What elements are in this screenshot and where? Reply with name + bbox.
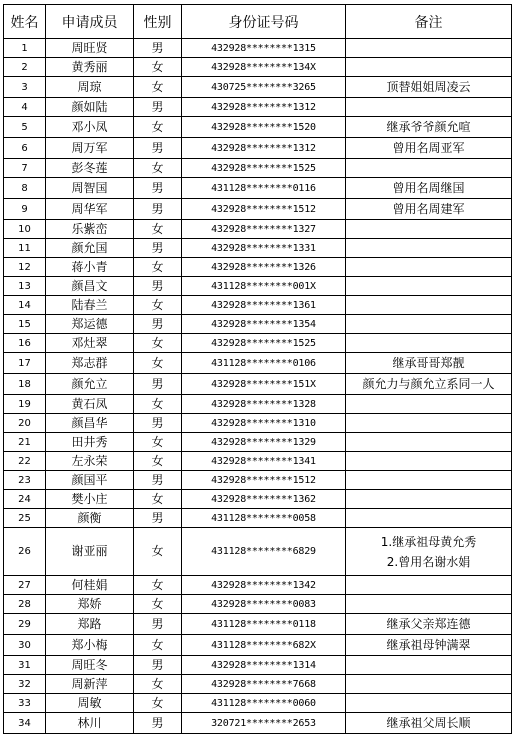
cell-no: 29 (4, 614, 46, 635)
cell-member-name: 周新萍 (46, 675, 134, 694)
cell-member-name: 乐紫峦 (46, 220, 134, 239)
table-row (4, 471, 512, 490)
cell-no: 33 (4, 694, 46, 713)
cell-id-number: 432928********1314 (182, 656, 346, 675)
cell-no: 21 (4, 433, 46, 452)
cell-member-name: 周旺贤 (46, 39, 134, 58)
cell-gender: 男 (134, 138, 182, 159)
cell-member-name: 蒋小青 (46, 258, 134, 277)
cell-note (346, 258, 512, 277)
cell-no: 30 (4, 635, 46, 656)
cell-note (346, 277, 512, 296)
cell-id-number: 432928********1354 (182, 315, 346, 334)
cell-note (346, 178, 512, 199)
cell-gender: 男 (134, 614, 182, 635)
cell-note (346, 353, 512, 374)
cell-member-name: 邓灶翠 (46, 334, 134, 353)
cell-gender: 女 (134, 58, 182, 77)
table-row (4, 509, 512, 528)
table-row (4, 452, 512, 471)
cell-no: 26 (4, 528, 46, 576)
cell-id-number: 432928********1329 (182, 433, 346, 452)
cell-note (346, 675, 512, 694)
cell-gender: 女 (134, 395, 182, 414)
member-table (3, 4, 512, 734)
cell-note (346, 117, 512, 138)
cell-member-name: 何桂娟 (46, 576, 134, 595)
cell-gender: 女 (134, 433, 182, 452)
cell-member-name: 颜允立 (46, 374, 134, 395)
cell-id-number: 432928********1331 (182, 239, 346, 258)
cell-id-number: 432928********1361 (182, 296, 346, 315)
note-line: 曾用名周继国 (392, 181, 465, 195)
table-row (4, 199, 512, 220)
cell-note (346, 635, 512, 656)
cell-gender: 女 (134, 675, 182, 694)
cell-note (346, 576, 512, 595)
cell-member-name: 周琼 (46, 77, 134, 98)
cell-member-name: 颜昌文 (46, 277, 134, 296)
cell-member-name: 颜衡 (46, 509, 134, 528)
cell-note (346, 509, 512, 528)
cell-note (346, 334, 512, 353)
note-line: 继承父亲郑连德 (386, 617, 471, 631)
cell-member-name: 郑路 (46, 614, 134, 635)
table-row (4, 694, 512, 713)
cell-id-number: 432928********1362 (182, 490, 346, 509)
cell-no: 3 (4, 77, 46, 98)
table-row (4, 675, 512, 694)
cell-note (346, 199, 512, 220)
cell-no: 15 (4, 315, 46, 334)
cell-gender: 女 (134, 635, 182, 656)
cell-gender: 女 (134, 296, 182, 315)
cell-member-name: 左永荣 (46, 452, 134, 471)
cell-member-name: 周智国 (46, 178, 134, 199)
table-row (4, 334, 512, 353)
note-line: 继承爷爷颜允喧 (386, 120, 471, 134)
cell-member-name: 陆春兰 (46, 296, 134, 315)
cell-gender: 男 (134, 713, 182, 734)
cell-no: 27 (4, 576, 46, 595)
cell-id-number: 431128********0116 (182, 178, 346, 199)
cell-member-name: 郑娇 (46, 595, 134, 614)
table-row (4, 138, 512, 159)
note-line: 顶替姐姐周凌云 (386, 80, 471, 94)
header-col-no: 姓名 (4, 5, 46, 39)
cell-gender: 女 (134, 452, 182, 471)
cell-member-name: 樊小庄 (46, 490, 134, 509)
cell-id-number: 432928********1525 (182, 159, 346, 178)
table-row (4, 353, 512, 374)
cell-no: 1 (4, 39, 46, 58)
cell-id-number: 432928********1326 (182, 258, 346, 277)
cell-gender: 女 (134, 694, 182, 713)
cell-member-name: 郑小梅 (46, 635, 134, 656)
cell-note (346, 138, 512, 159)
cell-gender: 女 (134, 353, 182, 374)
table-row (4, 315, 512, 334)
cell-id-number: 432928********1525 (182, 334, 346, 353)
note-line: 颜允力与颜允立系同一人 (362, 377, 495, 391)
table-row (4, 528, 512, 576)
cell-note (346, 98, 512, 117)
cell-member-name: 周万军 (46, 138, 134, 159)
cell-gender: 男 (134, 199, 182, 220)
cell-no: 11 (4, 239, 46, 258)
cell-member-name: 黄秀丽 (46, 58, 134, 77)
cell-id-number: 432928********151X (182, 374, 346, 395)
cell-gender: 男 (134, 315, 182, 334)
cell-note (346, 374, 512, 395)
cell-no: 32 (4, 675, 46, 694)
note-line: 曾用名周建军 (392, 202, 465, 216)
cell-note (346, 614, 512, 635)
cell-id-number: 432928********1310 (182, 414, 346, 433)
cell-id-number: 432928********134X (182, 58, 346, 77)
cell-gender: 男 (134, 471, 182, 490)
cell-note (346, 58, 512, 77)
cell-note (346, 220, 512, 239)
cell-note (346, 296, 512, 315)
cell-member-name: 颜允国 (46, 239, 134, 258)
header-col-member: 申请成员 (46, 5, 134, 39)
cell-id-number: 432928********1312 (182, 138, 346, 159)
cell-id-number: 432928********1520 (182, 117, 346, 138)
table-row (4, 98, 512, 117)
cell-note (346, 315, 512, 334)
table-row (4, 178, 512, 199)
cell-note (346, 239, 512, 258)
cell-no: 8 (4, 178, 46, 199)
note-line: 1.继承祖母黄允秀 (380, 534, 477, 549)
cell-no: 18 (4, 374, 46, 395)
table-row (4, 635, 512, 656)
note-line: 继承祖父周长顺 (386, 716, 471, 730)
note-line: 继承哥哥郑靓 (392, 356, 465, 370)
cell-member-name: 谢亚丽 (46, 528, 134, 576)
cell-note (346, 433, 512, 452)
cell-gender: 男 (134, 39, 182, 58)
header-row (4, 5, 512, 39)
cell-id-number: 432928********7668 (182, 675, 346, 694)
cell-no: 23 (4, 471, 46, 490)
cell-member-name: 颜昌华 (46, 414, 134, 433)
table-row (4, 656, 512, 675)
header-col-id: 身份证号码 (182, 5, 346, 39)
cell-note (346, 452, 512, 471)
cell-gender: 女 (134, 117, 182, 138)
cell-no: 24 (4, 490, 46, 509)
cell-gender: 女 (134, 77, 182, 98)
cell-no: 19 (4, 395, 46, 414)
note-line: 曾用名周亚军 (392, 141, 465, 155)
cell-no: 7 (4, 159, 46, 178)
table-row (4, 220, 512, 239)
cell-note (346, 77, 512, 98)
cell-gender: 女 (134, 490, 182, 509)
table-row (4, 490, 512, 509)
cell-id-number: 432928********1315 (182, 39, 346, 58)
cell-no: 16 (4, 334, 46, 353)
cell-gender: 男 (134, 239, 182, 258)
cell-no: 13 (4, 277, 46, 296)
cell-note (346, 694, 512, 713)
cell-id-number: 432928********1328 (182, 395, 346, 414)
cell-gender: 男 (134, 374, 182, 395)
cell-member-name: 颜如陆 (46, 98, 134, 117)
cell-note (346, 159, 512, 178)
cell-no: 31 (4, 656, 46, 675)
cell-gender: 女 (134, 595, 182, 614)
table-row (4, 414, 512, 433)
table-row (4, 239, 512, 258)
table-row (4, 58, 512, 77)
cell-id-number: 431128********0118 (182, 614, 346, 635)
cell-id-number: 432928********1512 (182, 199, 346, 220)
table-row (4, 117, 512, 138)
cell-no: 14 (4, 296, 46, 315)
table-row (4, 277, 512, 296)
cell-gender: 女 (134, 220, 182, 239)
cell-id-number: 431128********682X (182, 635, 346, 656)
cell-gender: 男 (134, 509, 182, 528)
cell-member-name: 邓小凤 (46, 117, 134, 138)
cell-id-number: 432928********1312 (182, 98, 346, 117)
table-row (4, 595, 512, 614)
cell-id-number: 432928********1327 (182, 220, 346, 239)
cell-member-name: 郑运德 (46, 315, 134, 334)
cell-note (346, 395, 512, 414)
cell-member-name: 黄石凤 (46, 395, 134, 414)
table-body (4, 39, 512, 734)
cell-id-number: 432928********0083 (182, 595, 346, 614)
cell-no: 4 (4, 98, 46, 117)
cell-gender: 男 (134, 277, 182, 296)
table-row (4, 374, 512, 395)
cell-no: 12 (4, 258, 46, 277)
note-line: 2.曾用名谢水娟 (386, 554, 471, 569)
cell-member-name: 颜国平 (46, 471, 134, 490)
cell-no: 28 (4, 595, 46, 614)
cell-note (346, 471, 512, 490)
cell-note (346, 595, 512, 614)
cell-member-name: 周华军 (46, 199, 134, 220)
cell-id-number: 432928********1342 (182, 576, 346, 595)
cell-gender: 男 (134, 656, 182, 675)
cell-gender: 女 (134, 258, 182, 277)
table-row (4, 576, 512, 595)
cell-member-name: 周旺冬 (46, 656, 134, 675)
table-row (4, 296, 512, 315)
cell-id-number: 431128********0106 (182, 353, 346, 374)
cell-note (346, 713, 512, 734)
cell-note (346, 528, 512, 576)
cell-note (346, 656, 512, 675)
cell-gender: 女 (134, 576, 182, 595)
cell-id-number: 431128********6829 (182, 528, 346, 576)
header-col-note: 备注 (346, 5, 512, 39)
cell-id-number: 432928********1512 (182, 471, 346, 490)
table-row (4, 77, 512, 98)
cell-id-number: 432928********1341 (182, 452, 346, 471)
cell-id-number: 431128********0058 (182, 509, 346, 528)
cell-id-number: 320721********2653 (182, 713, 346, 734)
cell-member-name: 彭冬莲 (46, 159, 134, 178)
cell-id-number: 430725********3265 (182, 77, 346, 98)
cell-no: 10 (4, 220, 46, 239)
cell-member-name: 田井秀 (46, 433, 134, 452)
cell-no: 6 (4, 138, 46, 159)
table-row (4, 258, 512, 277)
note-line: 继承祖母钟满翠 (386, 638, 471, 652)
cell-no: 17 (4, 353, 46, 374)
cell-no: 34 (4, 713, 46, 734)
cell-no: 25 (4, 509, 46, 528)
cell-id-number: 431128********0060 (182, 694, 346, 713)
table-row (4, 614, 512, 635)
cell-gender: 男 (134, 178, 182, 199)
cell-no: 5 (4, 117, 46, 138)
cell-no: 9 (4, 199, 46, 220)
cell-member-name: 周敏 (46, 694, 134, 713)
cell-no: 20 (4, 414, 46, 433)
table-row (4, 159, 512, 178)
table-row (4, 39, 512, 58)
table-row (4, 713, 512, 734)
cell-no: 22 (4, 452, 46, 471)
cell-gender: 女 (134, 334, 182, 353)
cell-note (346, 414, 512, 433)
cell-note (346, 490, 512, 509)
cell-gender: 男 (134, 98, 182, 117)
table-row (4, 395, 512, 414)
cell-member-name: 林川 (46, 713, 134, 734)
cell-gender: 男 (134, 414, 182, 433)
header-col-gender: 性别 (134, 5, 182, 39)
cell-member-name: 郑志群 (46, 353, 134, 374)
cell-id-number: 431128********001X (182, 277, 346, 296)
cell-gender: 女 (134, 159, 182, 178)
cell-gender: 女 (134, 528, 182, 576)
table-row (4, 433, 512, 452)
cell-no: 2 (4, 58, 46, 77)
cell-note (346, 39, 512, 58)
